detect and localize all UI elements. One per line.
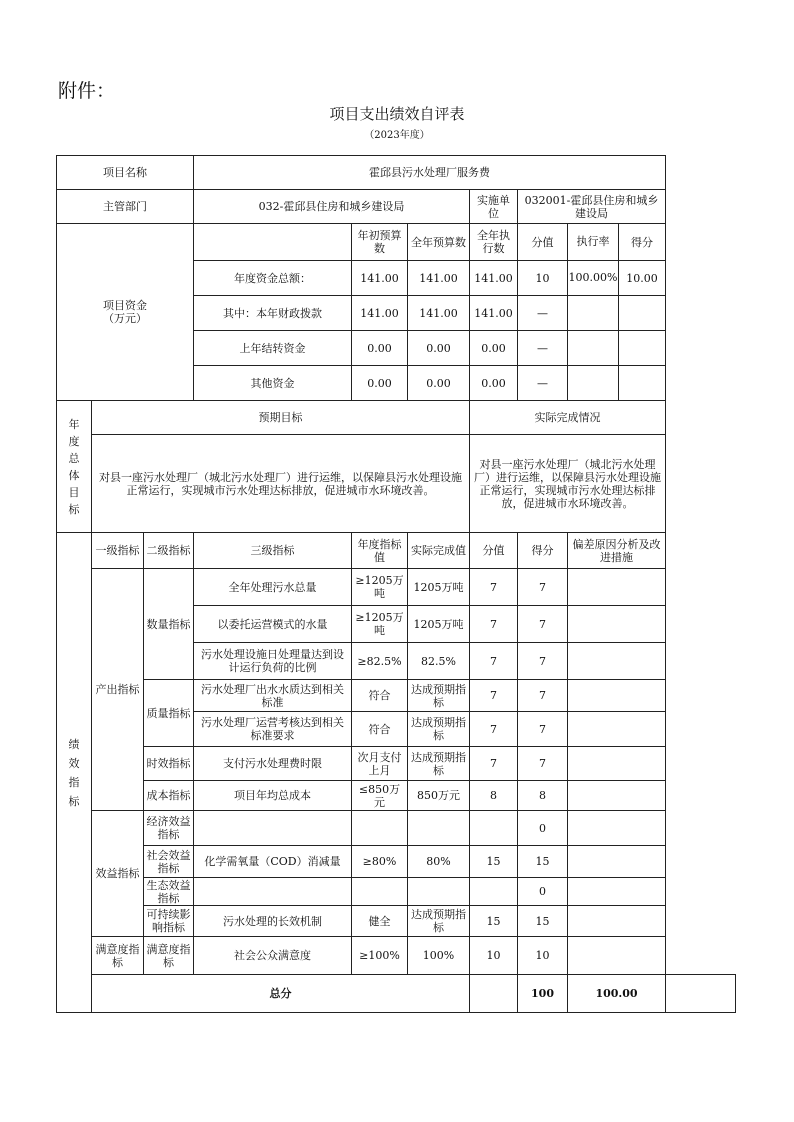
indicator-score: 0 xyxy=(518,878,568,906)
funds-cell: 141.00 xyxy=(352,261,408,296)
funds-cell xyxy=(568,366,619,400)
indicator-score: 15 xyxy=(518,906,568,937)
indicator-actual: 1205万吨 xyxy=(408,606,470,643)
indicators-section-label xyxy=(57,533,92,1013)
indicator-note xyxy=(568,606,666,643)
header-points: 分值 xyxy=(470,533,518,569)
indicator-name: 支付污水处理费时限 xyxy=(194,747,352,781)
indicator-points: 7 xyxy=(470,569,518,606)
expected-goal-text: 对县一座污水处理厂（城北污水处理厂）进行运维，以保障县污水处理设施正常运行，实现城市污水处理达标排放，促进城市水环境改善。 xyxy=(92,435,470,533)
indicator-note xyxy=(568,781,666,811)
expected-goal-header: 预期目标 xyxy=(92,401,470,435)
indicator-note xyxy=(568,846,666,878)
indicator-target xyxy=(352,811,408,846)
funds-cell: 141.00 xyxy=(408,296,470,331)
indicators-section-text: 绩效指标 xyxy=(68,737,80,808)
level1-benefit: 效益指标 xyxy=(92,811,144,937)
indicator-target: ≤850万元 xyxy=(352,781,408,811)
funds-header-blank xyxy=(194,224,352,261)
indicator-row xyxy=(57,569,736,606)
indicator-actual: 达成预期指标 xyxy=(408,712,470,747)
funds-cell: — xyxy=(518,296,568,331)
funds-label-line2: （万元） xyxy=(103,312,147,325)
indicator-row xyxy=(57,680,736,712)
level2-ecological: 生态效益指标 xyxy=(144,878,194,906)
indicator-name: 污水处理厂运营考核达到相关标准要求 xyxy=(194,712,352,747)
funds-row-label: 上年结转资金 xyxy=(194,331,352,366)
indicator-name: 污水处理设施日处理量达到设计运行负荷的比例 xyxy=(194,643,352,680)
indicator-actual: 80% xyxy=(408,846,470,878)
total-blank xyxy=(470,975,518,1013)
indicator-name: 化学需氧量（COD）消减量 xyxy=(194,846,352,878)
funds-header-points: 分值 xyxy=(518,224,568,261)
indicator-name: 以委托运营模式的水量 xyxy=(194,606,352,643)
indicator-score: 8 xyxy=(518,781,568,811)
implementing-unit-label: 实施单位 xyxy=(470,190,518,224)
indicator-actual xyxy=(408,878,470,906)
funds-header-annual-budget: 全年预算数 xyxy=(408,224,470,261)
total-label: 总分 xyxy=(92,975,470,1013)
funds-row-label: 年度资金总额： xyxy=(194,261,352,296)
indicator-target: 符合 xyxy=(352,680,408,712)
indicator-row xyxy=(57,781,736,811)
indicator-points xyxy=(470,878,518,906)
goals-section-label xyxy=(57,401,92,533)
total-score: 100.00 xyxy=(568,975,666,1013)
indicator-score: 10 xyxy=(518,937,568,975)
evaluation-table xyxy=(56,155,736,1013)
funds-header-executed: 全年执行数 xyxy=(470,224,518,261)
indicator-points xyxy=(470,811,518,846)
indicator-name: 项目年均总成本 xyxy=(194,781,352,811)
level1-output: 产出指标 xyxy=(92,569,144,811)
funds-cell: — xyxy=(518,331,568,366)
project-name-row xyxy=(57,156,736,190)
indicator-name xyxy=(194,811,352,846)
indicator-points: 8 xyxy=(470,781,518,811)
level1-satisfaction: 满意度指标 xyxy=(92,937,144,975)
actual-goal-text: 对县一座污水处理厂（城北污水处理厂）进行运维，以保障县污水处理设施正常运行，实现城市污水处理达标排放，促进城市水环境改善。 xyxy=(470,435,666,533)
header-level1: 一级指标 xyxy=(92,533,144,569)
form-year: （2023年度） xyxy=(364,130,430,141)
funds-cell: 0.00 xyxy=(408,331,470,366)
level2-satisfaction: 满意度指标 xyxy=(144,937,194,975)
indicator-score: 7 xyxy=(518,643,568,680)
indicator-actual: 82.5% xyxy=(408,643,470,680)
header-target: 年度指标值 xyxy=(352,533,408,569)
funds-row-label: 其中：本年财政拨款 xyxy=(194,296,352,331)
indicator-actual: 达成预期指标 xyxy=(408,906,470,937)
indicator-score: 0 xyxy=(518,811,568,846)
indicator-actual: 达成预期指标 xyxy=(408,747,470,781)
indicators-header-row xyxy=(57,533,736,569)
indicator-target: ≥80% xyxy=(352,846,408,878)
indicator-row xyxy=(57,811,736,846)
funds-cell: 0.00 xyxy=(352,331,408,366)
indicator-note xyxy=(568,747,666,781)
indicator-points: 15 xyxy=(470,906,518,937)
funds-cell: 141.00 xyxy=(408,261,470,296)
funds-rate-score-cell xyxy=(568,296,666,331)
funds-cell: 141.00 xyxy=(470,296,518,331)
indicator-name: 污水处理厂出水水质达到相关标准 xyxy=(194,680,352,712)
indicator-target: ≥100% xyxy=(352,937,408,975)
indicator-points: 15 xyxy=(470,846,518,878)
indicator-points: 7 xyxy=(470,712,518,747)
level2-cost: 成本指标 xyxy=(144,781,194,811)
funds-cell: 10.00 xyxy=(626,271,658,285)
level2-sustainable: 可持续影响指标 xyxy=(144,906,194,937)
funds-header-score: 得分 xyxy=(631,235,654,249)
indicator-note xyxy=(568,680,666,712)
form-title: 项目支出绩效自评表 xyxy=(329,105,465,123)
total-points: 100 xyxy=(518,975,568,1013)
indicator-note xyxy=(568,712,666,747)
indicator-row xyxy=(57,878,736,906)
funds-header-exec-rate: 执行率 xyxy=(568,224,619,260)
level2-quality: 质量指标 xyxy=(144,680,194,747)
indicator-points: 7 xyxy=(470,680,518,712)
indicator-target: 健全 xyxy=(352,906,408,937)
funds-section-label xyxy=(57,224,194,401)
goals-header-row xyxy=(57,401,736,435)
indicator-note xyxy=(568,878,666,906)
funds-header-row xyxy=(57,224,736,261)
indicator-note xyxy=(568,643,666,680)
indicator-points: 7 xyxy=(470,747,518,781)
indicator-actual: 1205万吨 xyxy=(408,569,470,606)
funds-header-exec-rate-and-score xyxy=(568,224,666,261)
indicator-row xyxy=(57,906,736,937)
funds-cell xyxy=(568,296,619,330)
indicator-target: ≥82.5% xyxy=(352,643,408,680)
funds-row-label: 其他资金 xyxy=(194,366,352,401)
indicator-score: 7 xyxy=(518,712,568,747)
level2-timeliness: 时效指标 xyxy=(144,747,194,781)
level2-economic: 经济效益指标 xyxy=(144,811,194,846)
indicator-target: ≥1205万吨 xyxy=(352,569,408,606)
indicator-note xyxy=(568,937,666,975)
indicator-score: 7 xyxy=(518,680,568,712)
attachment-label: 附件： xyxy=(58,80,116,102)
indicator-name xyxy=(194,878,352,906)
funds-rate-score-cell xyxy=(568,331,666,366)
funds-cell: 0.00 xyxy=(470,366,518,401)
indicator-target: 次月支付上月 xyxy=(352,747,408,781)
header-actual: 实际完成值 xyxy=(408,533,470,569)
funds-cell: 0.00 xyxy=(352,366,408,401)
goals-content-row xyxy=(57,435,736,533)
funds-rate-score-cell xyxy=(568,261,666,296)
indicator-points: 7 xyxy=(470,643,518,680)
funds-cell: 10 xyxy=(518,261,568,296)
header-level2: 二级指标 xyxy=(144,533,194,569)
department-value: 032-霍邱县住房和城乡建设局 xyxy=(194,190,470,224)
indicator-points: 10 xyxy=(470,937,518,975)
indicator-target: ≥1205万吨 xyxy=(352,606,408,643)
indicator-actual: 100% xyxy=(408,937,470,975)
funds-header-initial-budget: 年初预算数 xyxy=(352,224,408,261)
actual-goal-header: 实际完成情况 xyxy=(470,401,666,435)
header-score: 得分 xyxy=(518,533,568,569)
indicator-row xyxy=(57,747,736,781)
funds-cell: — xyxy=(518,366,568,401)
indicator-row xyxy=(57,846,736,878)
department-row xyxy=(57,190,736,224)
header-level3: 三级指标 xyxy=(194,533,352,569)
indicator-score: 15 xyxy=(518,846,568,878)
funds-cell xyxy=(568,331,619,365)
level2-social: 社会效益指标 xyxy=(144,846,194,878)
total-note xyxy=(666,975,736,1013)
indicator-actual xyxy=(408,811,470,846)
funds-cell: 141.00 xyxy=(352,296,408,331)
indicator-name: 污水处理的长效机制 xyxy=(194,906,352,937)
funds-cell: 141.00 xyxy=(470,261,518,296)
level2-quantity: 数量指标 xyxy=(144,569,194,680)
indicator-points: 7 xyxy=(470,606,518,643)
project-name-label: 项目名称 xyxy=(57,156,194,190)
indicator-target: 符合 xyxy=(352,712,408,747)
header-deviation: 偏差原因分析及改进措施 xyxy=(568,533,666,569)
indicator-note xyxy=(568,906,666,937)
department-label: 主管部门 xyxy=(57,190,194,224)
indicator-actual: 达成预期指标 xyxy=(408,680,470,712)
funds-cell: 100.00% xyxy=(568,261,619,295)
indicator-name: 社会公众满意度 xyxy=(194,937,352,975)
indicator-score: 7 xyxy=(518,747,568,781)
goals-section-text: 年度总体目标 xyxy=(68,417,80,516)
indicator-note xyxy=(568,811,666,846)
funds-cell: 0.00 xyxy=(470,331,518,366)
indicator-row xyxy=(57,937,736,975)
total-row xyxy=(57,975,736,1013)
indicator-score: 7 xyxy=(518,569,568,606)
indicator-actual: 850万元 xyxy=(408,781,470,811)
indicator-note xyxy=(568,569,666,606)
project-name-value: 霍邱县污水处理厂服务费 xyxy=(194,156,666,190)
funds-label-line1: 项目资金 xyxy=(103,299,147,312)
funds-rate-score-cell xyxy=(568,366,666,401)
indicator-target xyxy=(352,878,408,906)
funds-cell: 0.00 xyxy=(408,366,470,401)
indicator-name: 全年处理污水总量 xyxy=(194,569,352,606)
indicator-score: 7 xyxy=(518,606,568,643)
implementing-unit-value: 032001-霍邱县住房和城乡建设局 xyxy=(518,190,666,224)
